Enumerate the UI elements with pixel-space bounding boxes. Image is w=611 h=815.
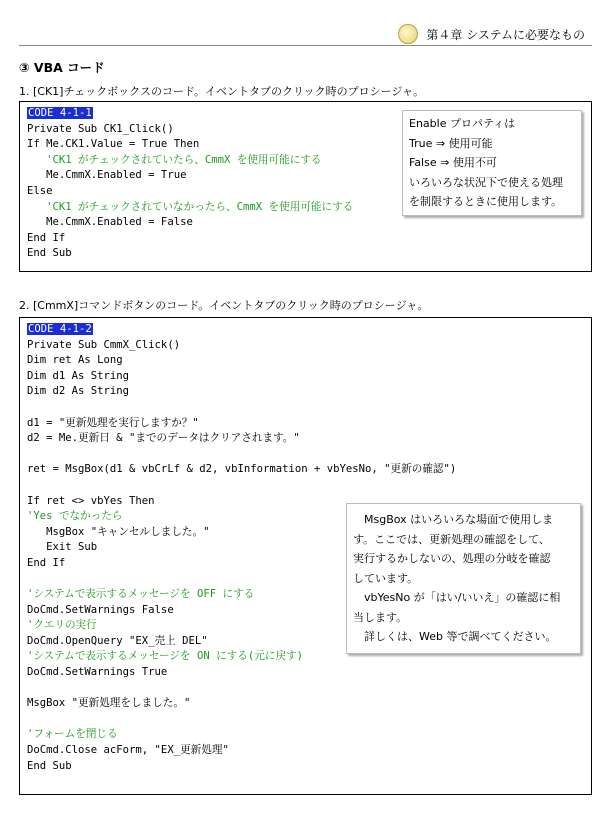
chapter-logo-icon — [398, 24, 418, 44]
code-line: Private Sub CK1_Click() — [27, 122, 174, 135]
code-line: Dim ret As Long — [27, 354, 123, 367]
note-line: True ⇒ 使用可能 — [409, 136, 493, 150]
code-block-4-1-2 — [19, 317, 592, 795]
chapter-header — [398, 24, 585, 44]
note-msgbox — [346, 503, 581, 654]
caption-cmmx: 2. [CmmX]コマンドボタンのコード。イベントタブのクリック時のプロシージャ。 — [19, 299, 429, 312]
code-line: d2 = Me.更新日 & "までのデータはクリアされます。" — [27, 432, 300, 445]
code-line: 'Yes でなかったら — [27, 510, 123, 523]
code-line: Dim d2 As String — [27, 385, 130, 398]
section-title: ③ VBA コード — [19, 60, 105, 75]
code-line: If Me.CK1.Value = True Then — [27, 138, 200, 151]
code-line: 'CK1 がチェックされていたら、CmmX を使用可能にする — [27, 153, 322, 166]
code-line: 'システムで表示するメッセージを OFF にする — [27, 588, 255, 601]
code-line: MsgBox "更新処理をしました。" — [27, 697, 191, 710]
code-line — [27, 712, 456, 728]
code-line: DoCmd.SetWarnings True — [27, 666, 168, 679]
code-line: Else — [27, 184, 53, 197]
code-line: 'フォームを閉じる — [27, 728, 118, 741]
caption-ck1: 1. [CK1]チェックボックスのコード。イベントタブのクリック時のプロシージャ。 — [19, 85, 425, 98]
note-line: MsgBox はいろいろな場面で使用しま — [353, 513, 554, 526]
header-divider — [19, 45, 592, 46]
note-line: す。ここでは、更新処理の確認をして、 — [353, 532, 550, 546]
note-line: 詳しくは、Web 等で調べてください。 — [353, 630, 557, 643]
note-line: いろいろな状況下で使える処理 — [409, 175, 563, 189]
code-line — [27, 681, 456, 697]
note-line: Enable プロパティは — [409, 117, 516, 130]
code-line: Dim d1 As String — [27, 369, 130, 382]
code-line: DoCmd.OpenQuery "EX_売上 DEL" — [27, 634, 208, 647]
code-line: End Sub — [27, 247, 72, 260]
code-block-4-1-1 — [19, 101, 592, 272]
note-line: を制限するときに使用します。 — [409, 195, 563, 208]
code-line: If ret <> vbYes Then — [27, 494, 155, 507]
code-line: DoCmd.Close acForm, "EX_更新処理" — [27, 744, 229, 757]
code-line — [27, 447, 456, 463]
code-line: DoCmd.SetWarnings False — [27, 603, 174, 616]
code-line: Exit Sub — [27, 541, 98, 554]
code-label: CODE 4-1-2 — [28, 323, 92, 335]
note-line: 当します。 — [353, 610, 408, 624]
code-line: End If — [27, 556, 66, 569]
code-line: MsgBox "キャンセルしました。" — [27, 525, 210, 538]
code-line: End Sub — [27, 759, 72, 772]
chapter-title: 第４章 システムに必要なもの — [426, 27, 585, 42]
code-line: Private Sub CmmX_Click() — [27, 338, 181, 351]
code-line: Me.CmmX.Enabled = True — [27, 169, 187, 182]
code-listing — [27, 106, 353, 262]
note-line: False ⇒ 使用不可 — [409, 156, 497, 169]
code-line: 'システムで表示するメッセージを ON にする(元に戻す) — [27, 650, 304, 663]
note-line: vbYesNo が「はい/いいえ」の確認に相 — [353, 591, 561, 604]
code-line: Me.CmmX.Enabled = False — [27, 216, 193, 229]
note-line: しています。 — [353, 571, 419, 585]
code-line: End If — [27, 231, 66, 244]
note-line: 実行するかしないの、処理の分岐を確認 — [353, 552, 551, 565]
code-line — [27, 400, 456, 416]
code-line: 'クエリの実行 — [27, 619, 97, 632]
code-line: d1 = "更新処理を実行しますか？" — [27, 416, 199, 429]
code-line: ret = MsgBox(d1 & vbCrLf & d2, vbInformation + vbYesNo, "更新の確認") — [27, 463, 457, 476]
note-enable-property — [402, 110, 582, 216]
code-label: CODE 4-1-1 — [28, 107, 92, 119]
code-line: 'CK1 がチェックされていなかったら、CmmX を使用可能にする — [27, 200, 354, 213]
code-line — [27, 478, 456, 494]
